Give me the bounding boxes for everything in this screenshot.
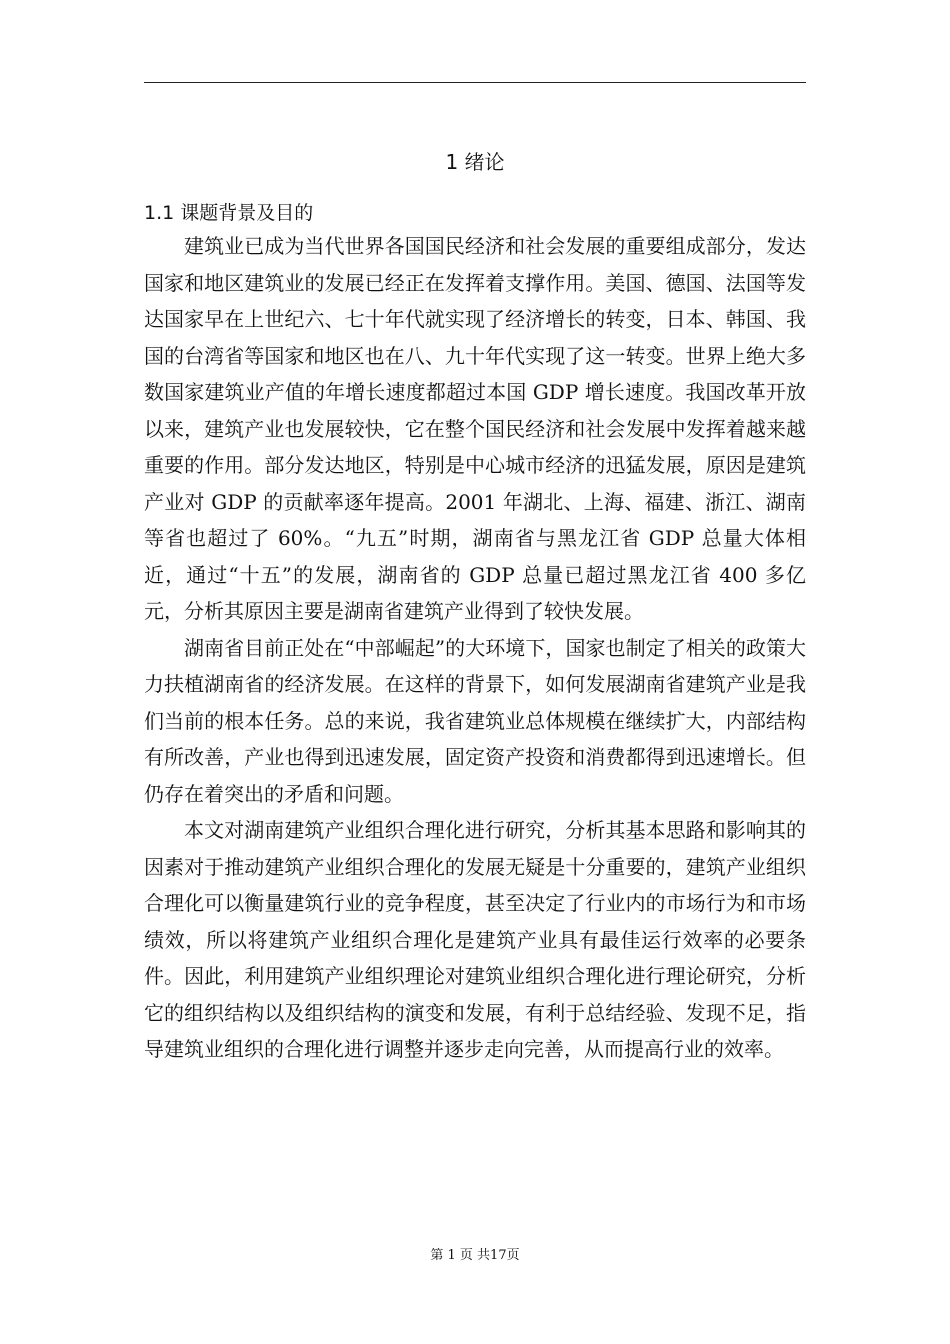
paragraph-3: 本文对湖南建筑产业组织合理化进行研究，分析其基本思路和影响其的因素对于推动建筑产业组织合理化的发展无疑是十分重要的，建筑产业组织合理化可以衡量建筑行业的竞争程度，甚至决定了行业内的市场行为和市场绩效，所以将建筑产业组织合理化是建筑产业具有最佳运行效率的必要条件。因此，利用建筑产业组织理论对建筑业组织合理化进行理论研究，分析它的组织结构以及组织结构的演变和发展，有利于总结经验、发现不足，指导建筑业组织的合理化进行调整并逐步走向完善，从而提高行业的效率。 [144,818,806,1061]
header-rule [144,82,806,83]
paragraph-2: 湖南省目前正处在“中部崛起”的大环境下，国家也制定了相关的政策大力扶植湖南省的经济发展。在这样的背景下，如何发展湖南省建筑产业是我们当前的根本任务。总的来说，我省建筑业总体规模在继续扩大，内部结构有所改善，产业也得到迅速发展，固定资产投资和消费都得到迅速增长。但仍存在着突出的矛盾和问题。 [144,635,806,806]
paragraph-1: 建筑业已成为当代世界各国国民经济和社会发展的重要组成部分，发达国家和地区建筑业的发展已经正在发挥着支撑作用。美国、德国、法国等发达国家早在上世纪六、七十年代就实现了经济增长的转变，日本、韩国、我国的台湾省等国家和地区也在八、九十年代实现了这一转变。世界上绝大多数国家建筑业产值的年增长速度都超过本国 GDP 增长速度。我国改革开放以来，建筑产业也发展较快，它在整个国民经济和社会发展中发挥着越来越重要的作用。部分发达地区，特别是中心城市经济的迅猛发展，原因是建筑产业对 GDP 的贡献率逐年提高。2001 年湖北、上海、福建、浙江、湖南等省也超过了 60%。“九五”时期，湖南省与黑龙江省 GDP 总量大体相近，通过“十五”的发展，湖南省的 GDP 总量已超过黑龙江省 400 多亿元，分析其原因主要是湖南省建筑产业得到了较快发展。 [144,234,806,623]
body-text [144,228,806,1068]
section-heading: 1.1 课题背景及目的 [144,202,314,224]
page-footer: 第 1 页 共17页 [430,1248,520,1263]
chapter-title: 1 绪论 [445,150,505,174]
